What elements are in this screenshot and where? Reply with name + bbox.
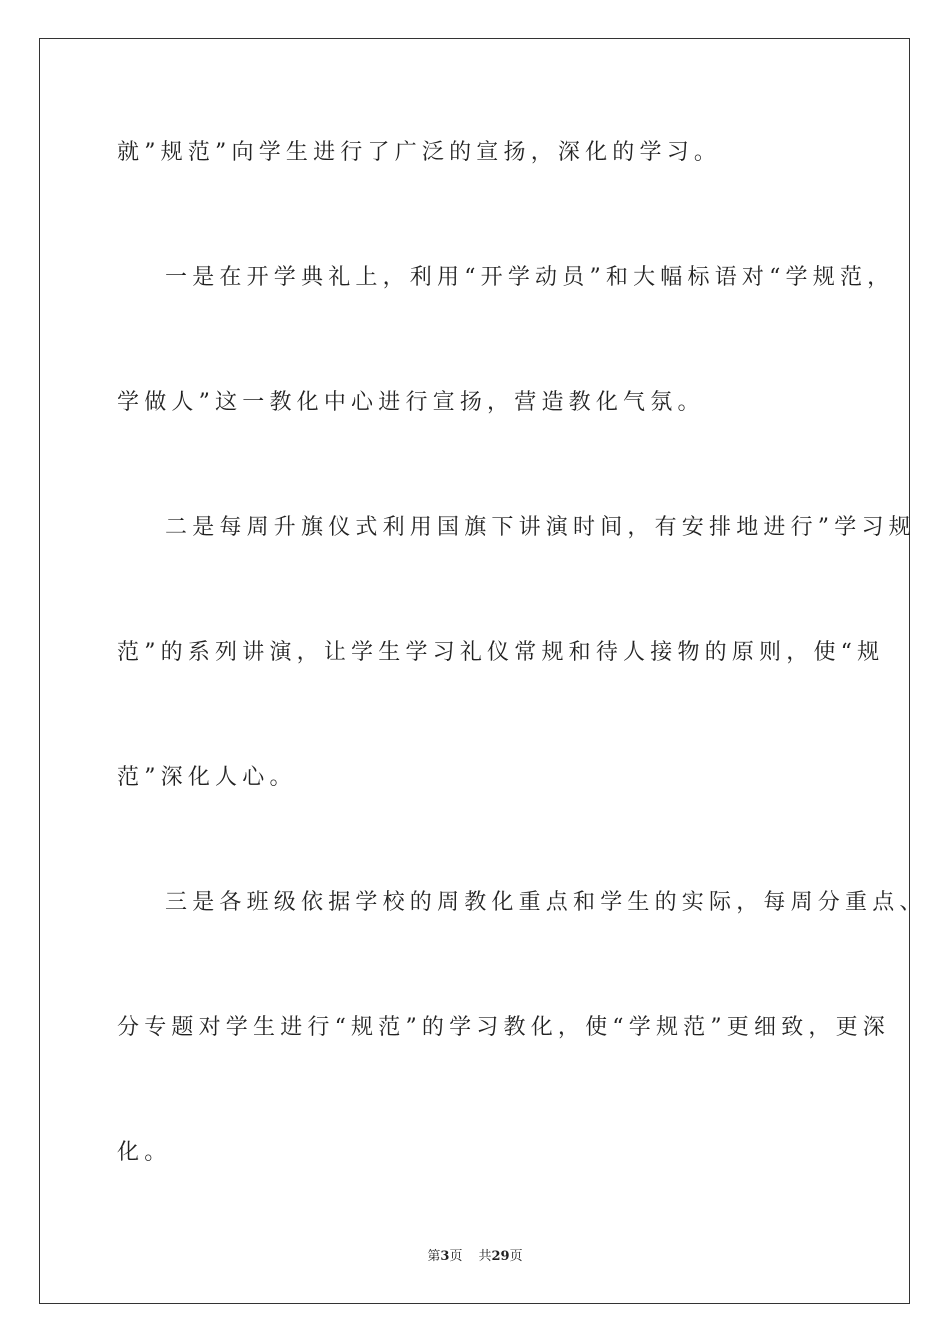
paragraph-line: 一是在开学典礼上，利用“开学动员”和大幅标语对“学规范， <box>165 265 895 290</box>
total-prefix: 共 <box>478 1249 492 1264</box>
paragraph-line: 分专题对学生进行“规范”的学习教化，使“学规范”更细致，更深 <box>117 1015 890 1040</box>
paragraph-line: 三是各班级依据学校的周教化重点和学生的实际，每周分重点、 <box>165 890 927 915</box>
page-suffix: 页 <box>449 1249 463 1264</box>
page-number: 3 <box>440 1249 450 1264</box>
paragraph-line: 范”的系列讲演，让学生学习礼仪常规和待人接物的原则，使“规 <box>117 640 885 665</box>
paragraph-line: 化。 <box>117 1140 172 1165</box>
paragraph-line: 就”规范”向学生进行了广泛的宣扬，深化的学习。 <box>117 140 722 165</box>
paragraph-line: 范”深化人心。 <box>117 765 297 790</box>
page-footer <box>0 1249 950 1265</box>
paragraph-line: 二是每周升旗仪式利用国旗下讲演时间，有安排地进行”学习规 <box>165 515 916 540</box>
paragraph-line: 学做人”这一教化中心进行宣扬，营造教化气氛。 <box>117 390 705 415</box>
page-prefix: 第 <box>427 1249 441 1264</box>
total-suffix: 页 <box>509 1249 523 1264</box>
page-border <box>39 38 927 1304</box>
total-pages: 29 <box>491 1249 510 1264</box>
